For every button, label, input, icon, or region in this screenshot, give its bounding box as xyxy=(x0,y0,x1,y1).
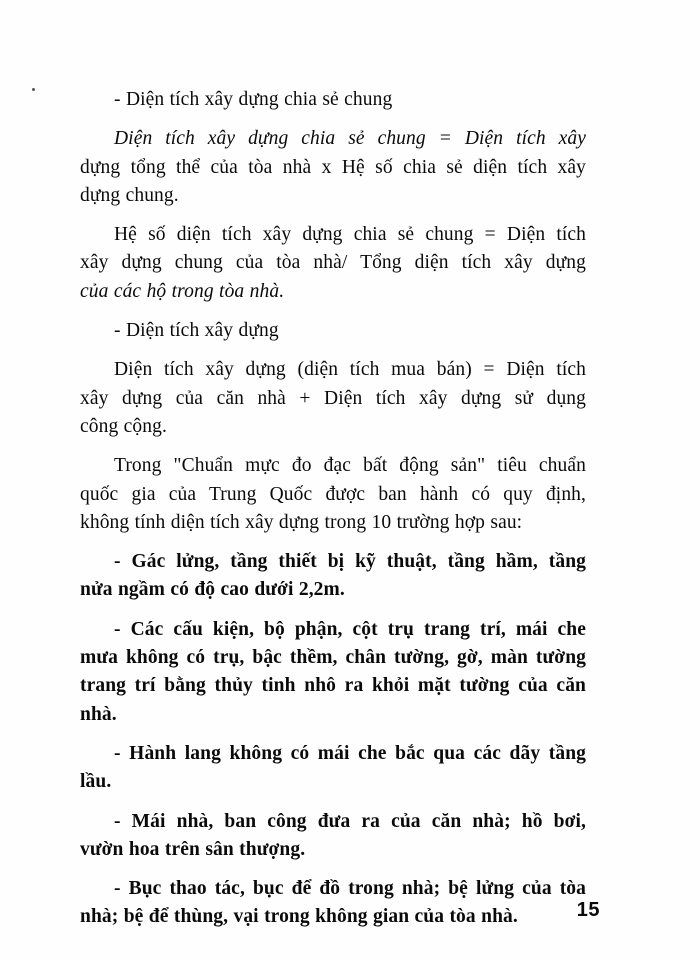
bullet-line: trang trí bằng thủy tinh nhô ra khỏi mặt tường của căn xyxy=(80,675,586,697)
bullet-roof-balcony xyxy=(80,808,586,865)
bullet-mezzanine xyxy=(80,548,586,605)
bullet-corridor xyxy=(80,740,586,797)
bullet-line: nửa ngầm có độ cao dưới 2,2m. xyxy=(80,579,345,601)
bullet-line: - Bục thao tác, bục để đồ trong nhà; bệ lửng của tòa xyxy=(114,878,586,900)
paragraph-line: Trong "Chuẩn mực đo đạc bất động sản" tiêu chuẩn xyxy=(114,455,586,477)
bullet-line: vườn hoa trên sân thượng. xyxy=(80,838,306,860)
heading-construction-area: - Diện tích xây dựng xyxy=(114,320,279,342)
formula-line: dựng chung. xyxy=(80,184,179,206)
formula-line: Diện tích xây dựng (diện tích mua bán) = Diện tích xyxy=(114,359,586,381)
page-number: 15 xyxy=(576,899,600,921)
paragraph-line: không tính diện tích xây dựng trong 10 trường hợp sau: xyxy=(80,511,523,533)
bullet-line: - Các cấu kiện, bộ phận, cột trụ trang trí, mái che xyxy=(114,618,586,640)
paragraph-china-standard xyxy=(80,452,586,537)
formula-line: xây dựng chung của tòa nhà/ Tổng diện tích xây dựng xyxy=(80,252,586,274)
formula-line: dựng tổng thể của tòa nhà x Hệ số chia sẻ diện tích xây xyxy=(80,156,586,178)
formula-line: Diện tích xây dựng chia sẻ chung = Diện tích xây xyxy=(114,128,586,150)
formula-line: công cộng. xyxy=(80,415,167,437)
paragraph-line: quốc gia của Trung Quốc được ban hành có quy định, xyxy=(80,483,586,505)
formula-construction-area xyxy=(80,356,586,441)
formula-line: xây dựng của căn nhà + Diện tích xây dựng sử dụng xyxy=(80,387,586,409)
bullet-line: - Hành lang không có mái che bắc qua các dãy tầng xyxy=(114,742,586,764)
bullet-line: - Gác lửng, tầng thiết bị kỹ thuật, tầng hầm, tầng xyxy=(114,551,586,573)
heading-shared-area: - Diện tích xây dựng chia sẻ chung xyxy=(114,89,393,110)
formula-line: Hệ số diện tích xây dựng chia sẻ chung = Diện tích xyxy=(114,224,586,246)
bullet-structural-components xyxy=(80,616,586,729)
bullet-line: mưa không có trụ, bậc thềm, chân tường, gờ, màn tường xyxy=(80,647,586,669)
bullet-line: lầu. xyxy=(80,771,112,793)
body-text-column xyxy=(80,86,586,932)
bullet-line: nhà. xyxy=(80,703,117,725)
formula-shared-area xyxy=(80,125,586,210)
formula-line: của các hộ trong tòa nhà. xyxy=(80,280,285,302)
bullet-platforms xyxy=(80,875,586,932)
bullet-line: nhà; bệ để thùng, vại trong không gian của tòa nhà. xyxy=(80,906,518,928)
bullet-line: - Mái nhà, ban công đưa ra của căn nhà; hồ bơi, xyxy=(114,810,586,832)
formula-shared-coefficient xyxy=(80,221,586,306)
scan-speck-icon xyxy=(32,88,35,91)
